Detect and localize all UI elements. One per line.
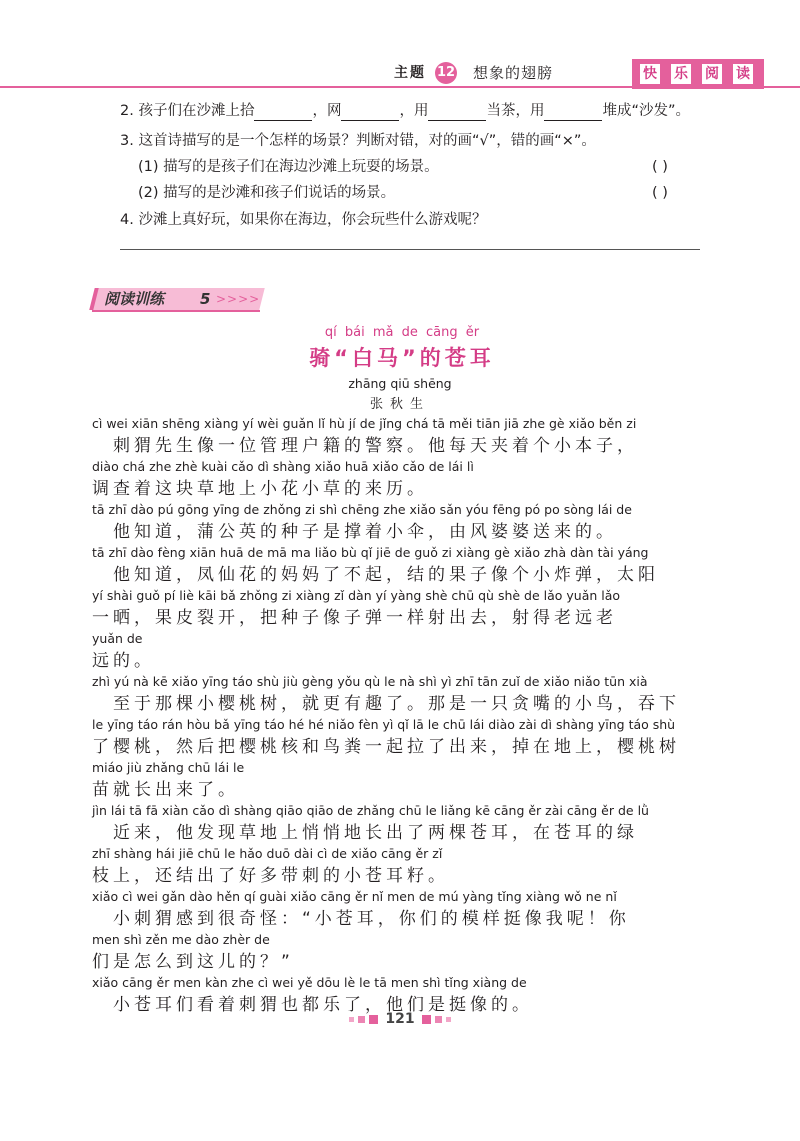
passage-line	[92, 544, 712, 588]
passage-line	[92, 888, 712, 932]
line-pinyin: zhì yú nà kē xiǎo yīng táo shù jiù gèng yǒu qù le nà shì yì zhī tān zuǐ de xiǎo niǎo tūn xià	[92, 674, 648, 689]
header-divider	[0, 86, 800, 88]
brand-char: 读	[733, 64, 753, 84]
line-text: 小刺猬感到很奇怪：“小苍耳，你们的模样挺像我呢！你	[92, 909, 630, 929]
line-text: 一晒，果皮裂开，把种子像子弹一样射出去，射得老远老	[92, 608, 617, 628]
judgement-paren[interactable]: ( )	[652, 159, 668, 175]
line-pinyin: men shì zěn me dào zhèr de	[92, 932, 270, 947]
line-text: 近来，他发现草地上悄悄地长出了两棵苍耳，在苍耳的绿	[92, 823, 638, 843]
line-text: 苗就长出来了。	[92, 780, 239, 800]
line-pinyin: miáo jiù zhǎng chū lái le	[92, 760, 245, 775]
passage-line	[92, 673, 712, 717]
judgement-paren[interactable]: ( )	[652, 185, 668, 201]
page-number: 121	[385, 1011, 415, 1027]
line-text: 们是怎么到这儿的？”	[92, 952, 294, 972]
decor-square	[358, 1016, 365, 1023]
passage-line	[92, 458, 712, 502]
line-text: 他知道，蒲公英的种子是撑着小伞，由风婆婆送来的。	[92, 522, 617, 542]
question-text: 2. 孩子们在沙滩上拾	[120, 103, 255, 119]
section-banner-rule	[92, 310, 260, 312]
passage-line	[92, 802, 712, 846]
passage-line	[92, 845, 712, 889]
question-2	[120, 101, 690, 121]
brand-char: 阅	[702, 64, 722, 84]
passage-line	[92, 716, 712, 760]
answer-line[interactable]	[120, 249, 700, 250]
line-pinyin: cì wei xiān shēng xiàng yí wèi guǎn lǐ hù jí de jǐng chá tā měi tiān jiā zhe gè xiǎo běn zi	[92, 416, 637, 431]
question-text: ，网	[312, 103, 342, 119]
decor-square	[349, 1017, 354, 1022]
line-text: 枝上，还结出了好多带刺的小苍耳籽。	[92, 866, 449, 886]
question-text: 当茶，用	[486, 103, 545, 119]
question-3-item-1: (1) 描写的是孩子们在海边沙滩上玩耍的场景。	[138, 159, 439, 175]
answer-blank[interactable]	[341, 105, 399, 121]
line-pinyin: tā zhī dào pú gōng yīng de zhǒng zi shì chēng zhe xiǎo sǎn yóu fēng pó po sòng lái de	[92, 502, 632, 517]
line-text: 了樱桃，然后把樱桃核和鸟粪一起拉了出来，掉在地上，樱桃树	[92, 737, 680, 757]
page-footer	[330, 1011, 470, 1027]
passage-line	[92, 501, 712, 545]
brand-char: 乐	[671, 64, 691, 84]
line-pinyin: tā zhī dào fèng xiān huā de mā ma liǎo bù qǐ jiē de guǒ zi xiàng gè xiǎo zhà dàn tài yáng	[92, 545, 649, 560]
answer-blank[interactable]	[428, 105, 486, 121]
line-pinyin: xiǎo cì wei gǎn dào hěn qí guài xiǎo cāng ěr nǐ men de mú yàng tǐng xiàng wǒ ne nǐ	[92, 889, 617, 904]
passage-line	[92, 415, 712, 459]
line-text: 刺猬先生像一位管理户籍的警察。他每天夹着个小本子，	[92, 436, 638, 456]
line-pinyin: le yīng táo rán hòu bǎ yīng táo hé hé niǎo fèn yì qǐ lā le chū lái diào zài dì shàng yīng táo shù	[92, 717, 676, 732]
answer-blank[interactable]	[544, 105, 602, 121]
question-3-item-2: (2) 描写的是沙滩和孩子们说话的场景。	[138, 185, 396, 201]
question-text: ，用	[399, 103, 429, 119]
decor-square	[369, 1015, 378, 1024]
passage-line	[92, 759, 712, 803]
question-text: 堆成“沙发”。	[602, 103, 690, 119]
line-pinyin: yuǎn de	[92, 631, 143, 646]
line-text: 调查着这块草地上小花小草的来历。	[92, 479, 428, 499]
question-3: 3. 这首诗描写的是一个怎样的场景？判断对错，对的画“√”，错的画“×”。	[120, 133, 596, 149]
line-pinyin: diào chá zhe zhè kuài cǎo dì shàng xiǎo huā xiǎo cǎo de lái lì	[92, 459, 474, 474]
line-text: 至于那棵小樱桃树，就更有趣了。那是一只贪嘴的小鸟，吞下	[92, 694, 680, 714]
story-author: 张秋生	[369, 397, 430, 412]
brand-banner	[632, 59, 764, 89]
decor-square	[435, 1016, 442, 1023]
line-pinyin: yí shài guǒ pí liè kāi bǎ zhǒng zi xiàng zǐ dàn yí yàng shè chū qù shè de lǎo yuǎn lǎo	[92, 588, 621, 603]
theme-title: 想象的翅膀	[473, 64, 554, 82]
decor-square	[422, 1015, 431, 1024]
brand-char: 快	[640, 64, 660, 84]
theme-number-badge: 12	[435, 62, 457, 84]
line-text: 小苍耳们看着刺猬也都乐了，他们是挺像的。	[92, 995, 533, 1015]
line-text: 远的。	[92, 651, 155, 671]
section-number: 5	[200, 290, 211, 308]
line-pinyin: xiǎo cāng ěr men kàn zhe cì wei yě dōu lè le tā men shì tǐng xiàng de	[92, 975, 527, 990]
line-pinyin: zhī shàng hái jiē chū le hǎo duō dài cì de xiǎo cāng ěr zǐ	[92, 846, 443, 861]
passage-line	[92, 630, 712, 674]
author-pinyin: zhāng qiū shēng	[348, 376, 452, 391]
line-pinyin: jìn lái tā fā xiàn cǎo dì shàng qiāo qiāo de zhǎng chū le liǎng kē cāng ěr zài cāng ěr de lǜ	[92, 803, 649, 818]
passage-line	[92, 587, 712, 631]
answer-blank[interactable]	[254, 105, 312, 121]
passage-line	[92, 931, 712, 975]
theme-label: 主题	[394, 65, 426, 81]
line-text: 他知道，凤仙花的妈妈了不起，结的果子像个小炸弹，太阳	[92, 565, 659, 585]
section-label: 阅读训练	[104, 290, 165, 308]
story-title: 骑“白马”的苍耳	[309, 346, 495, 370]
decor-square	[446, 1017, 451, 1022]
chevron-right-icon: >>>>	[216, 292, 261, 306]
question-4: 4. 沙滩上真好玩，如果你在海边，你会玩些什么游戏呢？	[120, 212, 487, 228]
title-pinyin: qí bái mǎ de cāng ěr	[324, 325, 480, 340]
